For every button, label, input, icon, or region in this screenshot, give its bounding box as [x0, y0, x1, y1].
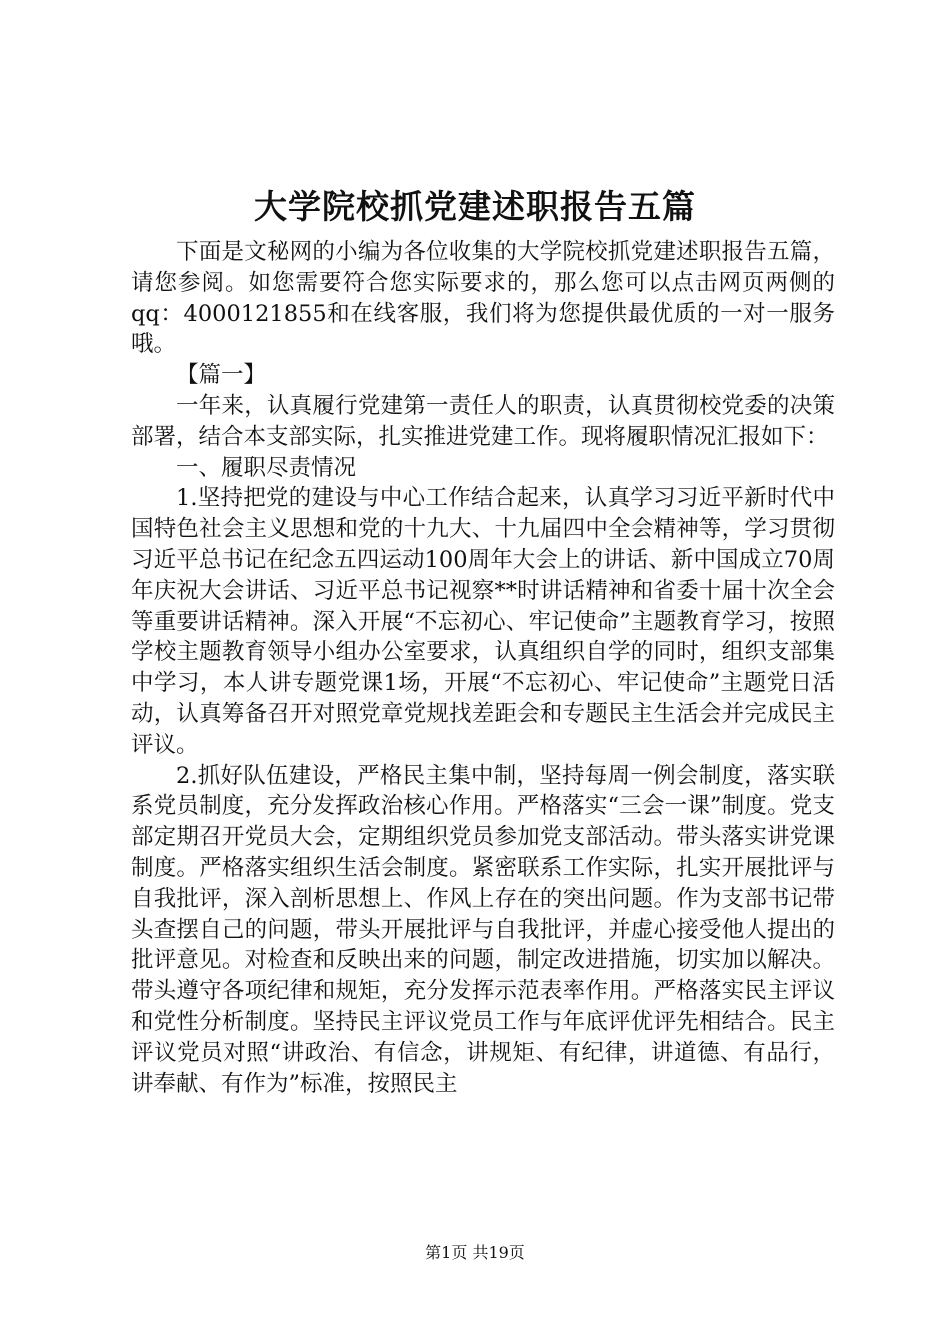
document-body — [131, 237, 835, 1099]
document-title: 大学院校抓党建述职报告五篇 — [254, 187, 696, 226]
body-paragraph: 2.抓好队伍建设，严格民主集中制，坚持每周一例会制度，落实联系党员制度，充分发挥政治核心作用。严格落实“三会一课”制度。党支部定期召开党员大会，定期组织党员参加党支部活动。带头落实讲党课制度。严格落实组织生活会制度。紧密联系工作实际，扎实开展批评与自我批评，深入剖析思想上、作风上存在的突出问题。作为支部书记带头查摆自己的问题，带头开展批评与自我批评，并虚心接受他人提出的批评意见。对检查和反映出来的问题，制定改进措施，切实加以解决。带头遵守各项纪律和规矩，充分发挥示范表率作用。严格落实民主评议和党性分析制度。坚持民主评议党员工作与年底评优评先相结合。民主评议党员对照“讲政治、有信念，讲规矩、有纪律，讲道德、有品行，讲奉献、有作为”标准，按照民主 — [131, 762, 835, 1097]
body-paragraph: 一年来，认真履行党建第一责任人的职责，认真贯彻校党委的决策部署，结合本支部实际，扎实推进党建工作。现将履职情况汇报如下： — [131, 392, 835, 450]
subsection-heading: 一、履职尽责情况 — [176, 454, 357, 481]
body-paragraph: 1.坚持把党的建设与中心工作结合起来，认真学习习近平新时代中国特色社会主义思想和党的十九大、十九届四中全会精神等，学习贯彻习近平总书记在纪念五四运动100周年大会上的讲话、新中国成立70周年庆祝大会讲话、习近平总书记视察**时讲话精神和省委十届十次全会等重要讲话精神。深入开展“不忘初心、牢记使命”主题教育学习，按照学校主题教育领导小组办公室要求，认真组织自学的同时，组织支部集中学习，本人讲专题党课1场，开展“不忘初心、牢记使命”主题党日活动，认真筹备召开对照党章党规找差距会和专题民主生活会并完成民主评议。 — [131, 485, 835, 758]
page-number-footer: 第1页 共19页 — [425, 1243, 525, 1262]
intro-paragraph: 下面是文秘网的小编为各位收集的大学院校抓党建述职报告五篇，请您参阅。如您需要符合您实际要求的，那么您可以点击网页两侧的qq：4000121855和在线客服，我们将为您提供最优质的一对一服务哦。 — [131, 239, 835, 358]
section-heading-part-one: 【篇一】 — [176, 362, 267, 389]
